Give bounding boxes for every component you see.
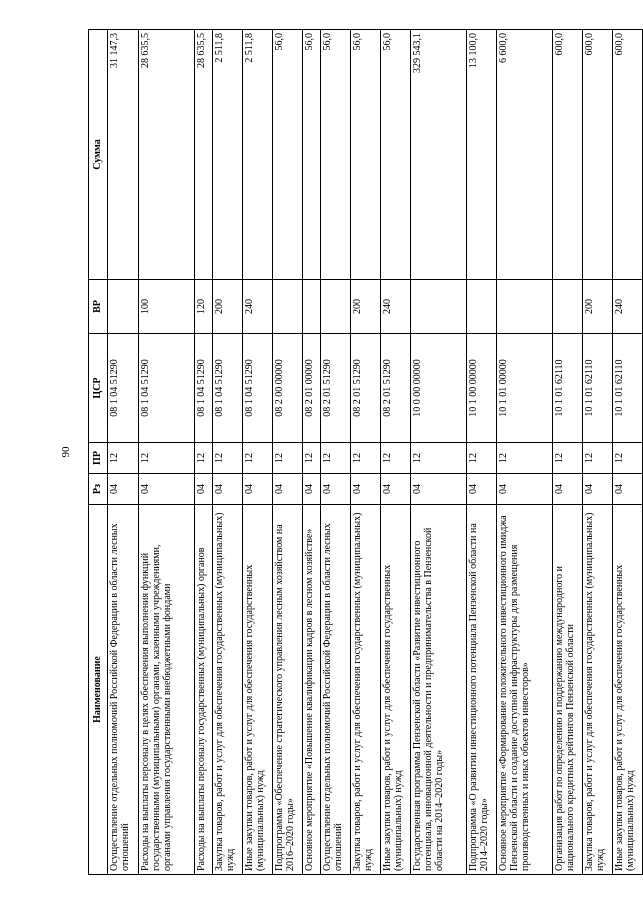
cell-sum: 56,0 (351, 30, 381, 280)
header-name: Наименование (89, 505, 108, 875)
table-row (321, 30, 351, 875)
cell-vr: 200 (213, 280, 243, 334)
cell-vr (467, 280, 497, 334)
budget-table (88, 29, 643, 875)
cell-rz: 04 (613, 474, 643, 505)
cell-name: Основное мероприятие «Повышение квалификации кадров в лесном хозяйстве» (303, 505, 321, 875)
cell-sum: 56,0 (381, 30, 411, 280)
cell-csr: 08 1 04 51290 (195, 334, 213, 443)
cell-rz: 04 (321, 474, 351, 505)
cell-sum: 56,0 (303, 30, 321, 280)
cell-csr: 08 2 00 00000 (273, 334, 303, 443)
cell-sum: 28 635,5 (139, 30, 195, 280)
cell-sum: 600,0 (553, 30, 583, 280)
cell-sum: 56,0 (273, 30, 303, 280)
cell-pr: 12 (351, 443, 381, 474)
cell-csr: 10 1 01 62110 (553, 334, 583, 443)
cell-vr (273, 280, 303, 334)
cell-rz: 04 (303, 474, 321, 505)
cell-name: Иные закупки товаров, работ и услуг для обеспечения государственных (муниципальных) нужд (381, 505, 411, 875)
table-row (108, 30, 139, 875)
table-row (273, 30, 303, 875)
cell-vr (108, 280, 139, 334)
page-number: 90 (60, 446, 72, 458)
table-row (195, 30, 213, 875)
header-row (89, 30, 108, 875)
cell-sum: 31 147,3 (108, 30, 139, 280)
cell-rz: 04 (213, 474, 243, 505)
cell-pr: 12 (273, 443, 303, 474)
cell-pr: 12 (195, 443, 213, 474)
cell-name: Подпрограмма «О развитии инвестиционного потенциала Пензенской области на 2014–2020 годы» (467, 505, 497, 875)
cell-pr: 12 (381, 443, 411, 474)
header-rz: Рз (89, 474, 108, 505)
table-row (613, 30, 643, 875)
table-row (303, 30, 321, 875)
cell-csr: 08 2 01 51290 (381, 334, 411, 443)
cell-rz: 04 (243, 474, 273, 505)
cell-name: Закупка товаров, работ и услуг для обеспечения государственных (муниципальных) нужд (351, 505, 381, 875)
header-pr: ПР (89, 443, 108, 474)
cell-name: Закупка товаров, работ и услуг для обеспечения государственных (муниципальных) нужд (213, 505, 243, 875)
cell-vr: 240 (613, 280, 643, 334)
cell-name: Закупка товаров, работ и услуг для обеспечения государственных (муниципальных) нужд (583, 505, 613, 875)
cell-pr: 12 (213, 443, 243, 474)
table-row (497, 30, 553, 875)
cell-pr: 12 (411, 443, 467, 474)
cell-vr: 120 (195, 280, 213, 334)
cell-sum: 2 511,8 (213, 30, 243, 280)
table-row (139, 30, 195, 875)
cell-csr: 08 1 04 51290 (139, 334, 195, 443)
cell-name: Осуществление отдельных полномочий Российской Федерации в области лесных отношений (108, 505, 139, 875)
cell-pr: 12 (139, 443, 195, 474)
cell-pr: 12 (553, 443, 583, 474)
cell-rz: 04 (411, 474, 467, 505)
cell-pr: 12 (108, 443, 139, 474)
cell-vr: 200 (583, 280, 613, 334)
table-row (467, 30, 497, 875)
cell-rz: 04 (108, 474, 139, 505)
cell-name: Расходы на выплаты персоналу государственных (муниципальных) органов (195, 505, 213, 875)
table-row (243, 30, 273, 875)
rotated-table-container (88, 30, 637, 875)
header-sum: Сумма (89, 30, 108, 280)
cell-sum: 28 635,5 (195, 30, 213, 280)
cell-pr: 12 (243, 443, 273, 474)
cell-vr (497, 280, 553, 334)
cell-csr: 10 1 01 62110 (583, 334, 613, 443)
cell-rz: 04 (553, 474, 583, 505)
cell-name: Осуществление отдельных полномочий Российской Федерации в области лесных отношений (321, 505, 351, 875)
cell-name: Основное мероприятие «Формирование положительного инвестиционного имиджа Пензенской области и создание доступной инфраструктуры для размещения производственных и иных объектов инвесторов» (497, 505, 553, 875)
cell-vr (411, 280, 467, 334)
cell-csr: 08 1 04 51290 (108, 334, 139, 443)
table-row (411, 30, 467, 875)
cell-name: Государственная программа Пензенской области «Развитие инвестиционного потенциала, инновационной деятельности и предпринимательства в Пензенской области на 2014–2020 годы» (411, 505, 467, 875)
header-vr: ВР (89, 280, 108, 334)
cell-sum: 329 543,1 (411, 30, 467, 280)
cell-vr: 100 (139, 280, 195, 334)
cell-rz: 04 (583, 474, 613, 505)
header-csr: ЦСР (89, 334, 108, 443)
cell-name: Иные закупки товаров, работ и услуг для обеспечения государственных (муниципальных) нужд (243, 505, 273, 875)
cell-sum: 56,0 (321, 30, 351, 280)
table-row (381, 30, 411, 875)
cell-vr: 200 (351, 280, 381, 334)
cell-csr: 08 1 04 51290 (213, 334, 243, 443)
cell-rz: 04 (195, 474, 213, 505)
cell-vr: 240 (381, 280, 411, 334)
cell-sum: 6 600,0 (497, 30, 553, 280)
cell-sum: 2 511,8 (243, 30, 273, 280)
cell-csr: 08 2 01 51290 (351, 334, 381, 443)
cell-csr: 10 0 00 00000 (411, 334, 467, 443)
cell-name: Подпрограмма «Обеспечение стратегического управления лесным хозяйством на 2016–2020 годы» (273, 505, 303, 875)
table-row (351, 30, 381, 875)
cell-pr: 12 (321, 443, 351, 474)
cell-name: Организация работ по определению и поддержанию международного и национального кредитных рейтингов Пензенской области (553, 505, 583, 875)
cell-rz: 04 (351, 474, 381, 505)
cell-vr (321, 280, 351, 334)
cell-csr: 10 1 01 62110 (613, 334, 643, 443)
cell-pr: 12 (583, 443, 613, 474)
cell-sum: 600,0 (613, 30, 643, 280)
table-row (213, 30, 243, 875)
cell-name: Иные закупки товаров, работ и услуг для обеспечения государственных (муниципальных) нужд (613, 505, 643, 875)
cell-pr: 12 (613, 443, 643, 474)
cell-sum: 13 100,0 (467, 30, 497, 280)
cell-pr: 12 (497, 443, 553, 474)
cell-pr: 12 (467, 443, 497, 474)
cell-rz: 04 (467, 474, 497, 505)
cell-pr: 12 (303, 443, 321, 474)
table-row (553, 30, 583, 875)
cell-csr: 08 1 04 51290 (243, 334, 273, 443)
cell-rz: 04 (381, 474, 411, 505)
cell-rz: 04 (497, 474, 553, 505)
cell-vr (553, 280, 583, 334)
cell-vr (303, 280, 321, 334)
cell-sum: 600,0 (583, 30, 613, 280)
cell-rz: 04 (273, 474, 303, 505)
cell-csr: 08 2 01 51290 (321, 334, 351, 443)
cell-rz: 04 (139, 474, 195, 505)
table-row (583, 30, 613, 875)
cell-name: Расходы на выплаты персоналу в целях обеспечения выполнения функций государственными (муниципальными) органами, казенными учреждениями, органами управления государственными внебюджетными фондами (139, 505, 195, 875)
cell-csr: 10 1 01 00000 (497, 334, 553, 443)
cell-vr: 240 (243, 280, 273, 334)
cell-csr: 10 1 00 00000 (467, 334, 497, 443)
cell-csr: 08 2 01 00000 (303, 334, 321, 443)
